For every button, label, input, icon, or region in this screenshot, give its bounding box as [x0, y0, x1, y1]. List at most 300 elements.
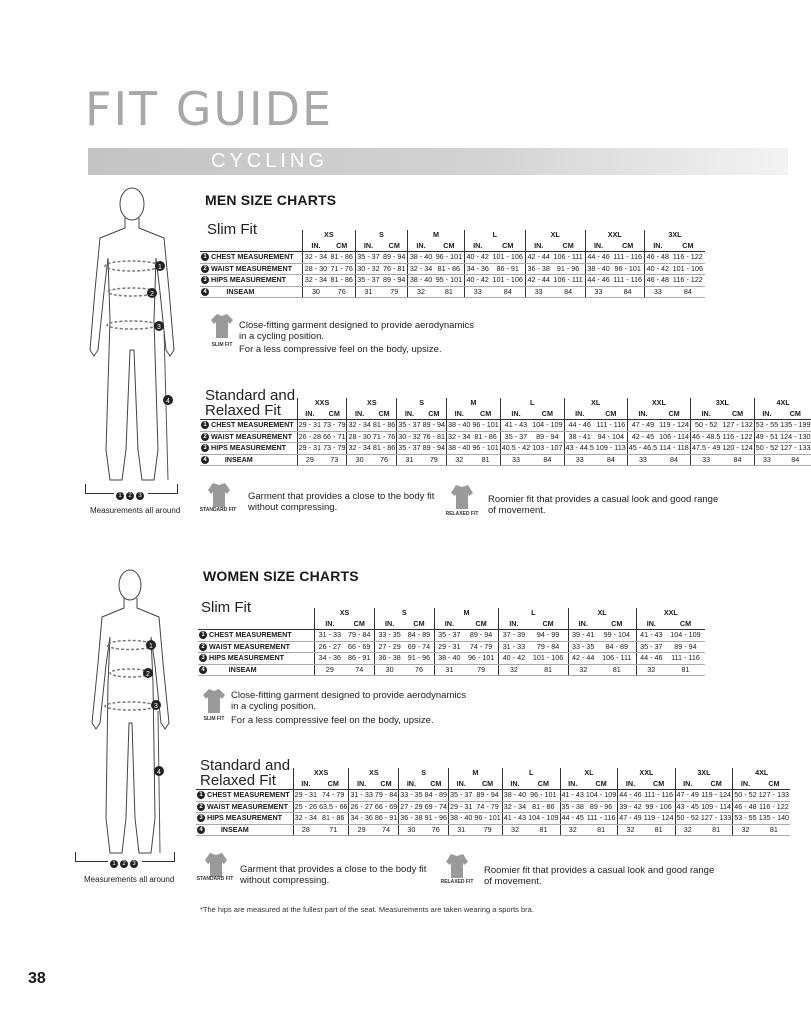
table-cell: 36 - 38 — [525, 263, 551, 275]
row-label — [200, 431, 297, 443]
unit-in-header: IN. — [434, 619, 464, 630]
table-cell: 89 - 96 — [585, 801, 618, 813]
unit-in-header: IN. — [355, 241, 381, 252]
table-cell: 28 - 30 — [303, 263, 329, 275]
row-number-badge: 4 — [201, 456, 209, 464]
table-cell: 32 - 34 — [303, 275, 329, 287]
table-cell: 89 - 94 — [473, 790, 502, 802]
unit-cm-header: CM — [779, 409, 811, 420]
table-cell: 79 — [464, 664, 499, 676]
figure-marker-4 — [163, 395, 173, 405]
size-header: L — [464, 230, 525, 241]
size-header: XL — [560, 768, 618, 779]
size-header: 4XL — [733, 768, 790, 779]
size-header: XXL — [618, 768, 675, 779]
row-number-badge: 3 — [197, 814, 205, 822]
women-relaxed-fit-icon-label: RELAXED FIT — [440, 879, 474, 885]
table-cell: 34 - 36 — [315, 653, 345, 665]
table-cell: 30 — [347, 454, 372, 466]
row-label-text: WAIST MEASUREMENT — [211, 263, 293, 273]
table-cell: 38 - 40 — [585, 263, 611, 275]
table-cell: 86 - 91 — [345, 653, 375, 665]
table-cell: 81 — [643, 824, 675, 836]
size-header: M — [434, 608, 499, 619]
figure-marker-2 — [147, 288, 157, 298]
table-cell: 29 - 31 — [298, 443, 322, 452]
unit-cm-header: CM — [329, 241, 355, 252]
table-cell: 74 — [374, 824, 399, 836]
unit-cm-header: CM — [595, 409, 627, 420]
women-measurements-note: Measurements all around — [84, 875, 175, 884]
row-label — [196, 790, 293, 802]
table-cell: 30 - 32 — [355, 263, 381, 275]
row-number-badge: 1 — [201, 421, 209, 429]
table-cell: 127 - 133 — [700, 813, 732, 822]
unit-in-header: IN. — [347, 409, 372, 420]
table-cell: 95 - 101 — [434, 275, 464, 287]
table-cell: 81 — [471, 454, 500, 466]
row-number-badge: 3 — [199, 654, 207, 662]
size-header: L — [502, 768, 560, 779]
table-cell: 32 — [675, 824, 700, 836]
unit-in-header: IN. — [499, 619, 529, 630]
table-cell: 135 - 140 — [758, 813, 790, 822]
table-row — [200, 275, 705, 287]
table-cell: 86 - 91 — [374, 813, 398, 822]
table-cell: 119 - 124 — [643, 813, 674, 822]
table-cell: 81 - 86 — [329, 252, 355, 264]
table-row — [200, 286, 705, 298]
table-cell: 33 — [500, 454, 531, 466]
table-cell: 106 - 111 — [598, 653, 636, 665]
row-label-text: INSEAM — [228, 664, 257, 674]
table-cell: 53 - 55 — [755, 420, 779, 429]
unit-in-header: IN. — [690, 409, 721, 420]
table-cell: 79 — [473, 824, 502, 836]
table-cell: 84 - 89 — [404, 630, 434, 642]
table-cell: 38 - 40 — [408, 275, 434, 287]
unit-cm-header: CM — [318, 779, 349, 790]
table-cell: 33 — [564, 454, 595, 466]
table-cell: 101 - 106 — [529, 653, 568, 665]
table-cell: 104 - 109 — [585, 790, 617, 799]
table-cell: 35 - 37 — [450, 790, 473, 799]
svg-text:4: 4 — [157, 769, 161, 776]
unit-in-header: IN. — [502, 779, 527, 790]
table-cell: 27 - 29 — [374, 641, 404, 653]
table-cell: 96 - 101 — [527, 790, 560, 802]
unit-in-header: IN. — [560, 779, 585, 790]
table-cell: 44 - 46 — [585, 252, 611, 264]
svg-text:1: 1 — [158, 264, 162, 271]
unit-in-header: IN. — [627, 409, 658, 420]
table-cell: 35 - 37 — [500, 431, 531, 443]
table-cell: 127 - 133 — [758, 790, 790, 799]
size-header: L — [499, 608, 568, 619]
size-header: XS — [303, 230, 356, 241]
table-cell: 106 - 114 — [659, 431, 689, 441]
size-header: L — [500, 398, 564, 409]
table-cell: 99 - 106 — [643, 801, 675, 813]
table-row — [196, 813, 790, 825]
table-cell: 32 — [568, 664, 598, 676]
table-cell: 84 — [531, 454, 564, 466]
size-header: 4XL — [754, 398, 811, 409]
row-label-text: HIPS MEASUREMENT — [207, 813, 283, 822]
table-cell: 33 — [690, 454, 721, 466]
row-label — [200, 275, 303, 287]
row-number-badge: 4 — [201, 288, 209, 296]
table-cell: 35 - 37 — [355, 275, 381, 287]
figure-marker-4 — [154, 766, 164, 776]
table-cell: 81 — [666, 664, 705, 676]
row-label-text: WAIST MEASUREMENT — [207, 801, 289, 811]
table-cell: 31 - 33 — [499, 641, 529, 653]
table-cell: 36 - 38 — [400, 813, 423, 822]
table-cell: 120 - 124 — [722, 443, 753, 452]
table-cell: 79 - 84 — [345, 630, 375, 642]
men-body-figure — [80, 180, 185, 490]
row-number-badge: 1 — [197, 791, 205, 799]
table-cell: 39 - 41 — [568, 630, 598, 642]
table-cell: 29 — [349, 824, 374, 836]
table-cell: 76 — [424, 824, 449, 836]
table-cell: 89 - 94 — [381, 275, 407, 287]
row-number-badge: 2 — [199, 643, 207, 651]
women-relaxed-fit-icon — [446, 853, 476, 891]
unit-cm-header: CM — [643, 779, 675, 790]
table-row — [198, 630, 705, 642]
table-cell: 73 - 79 — [323, 420, 346, 429]
table-cell: 33 — [525, 286, 551, 298]
table-cell: 29 - 31 — [434, 641, 464, 653]
table-cell: 29 - 31 — [294, 790, 318, 799]
table-cell: 111 - 116 — [611, 275, 644, 287]
table-cell: 109 - 113 — [595, 443, 626, 452]
table-cell: 38 - 40 — [434, 653, 464, 665]
table-cell: 47 - 49 — [619, 813, 642, 822]
table-cell: 28 — [293, 824, 318, 836]
table-cell: 44 - 46 — [585, 275, 611, 287]
figure-marker-1 — [146, 640, 156, 650]
size-header: 3XL — [690, 398, 754, 409]
table-cell: 69 - 74 — [424, 801, 447, 811]
table-cell: 111 - 116 — [611, 252, 644, 264]
table-cell: 35 - 37 — [398, 443, 421, 452]
table-cell: 74 — [345, 664, 375, 676]
table-cell: 32 — [636, 664, 666, 676]
table-cell: 76 — [372, 454, 397, 466]
size-header: S — [374, 608, 434, 619]
unit-in-header: IN. — [447, 409, 472, 420]
men-measurements-note: Measurements all around — [90, 506, 181, 515]
svg-text:3: 3 — [157, 324, 161, 331]
unit-cm-header: CM — [585, 779, 618, 790]
unit-in-header: IN. — [500, 409, 531, 420]
table-cell: 84 — [721, 454, 754, 466]
table-cell: 32 — [447, 454, 472, 466]
unit-cm-header: CM — [758, 779, 790, 790]
table-cell: 96 - 101 — [464, 653, 499, 665]
table-cell: 84 — [779, 454, 811, 466]
men-standard-fit-table — [200, 398, 811, 466]
unit-cm-header: CM — [598, 619, 636, 630]
table-cell: 29 - 31 — [450, 801, 473, 811]
unit-in-header: IN. — [303, 241, 329, 252]
men-measure-markers: 1 2 3 — [114, 487, 148, 505]
table-cell: 89 - 94 — [381, 252, 407, 264]
section-band-label: CYCLING — [211, 150, 328, 172]
row-label-text: INSEAM — [226, 286, 255, 296]
men-standard-fit-icon-label: STANDARD FIT — [199, 507, 237, 513]
table-cell: 66 - 71 — [323, 431, 346, 441]
row-number-badge: 2 — [197, 803, 205, 811]
figure-marker-2 — [143, 668, 153, 678]
table-cell: 119 - 124 — [659, 420, 689, 429]
table-cell: 32 — [560, 824, 585, 836]
table-cell: 74 - 79 — [473, 801, 502, 813]
row-label-text: HIPS MEASUREMENT — [211, 275, 287, 284]
table-row — [200, 420, 811, 432]
table-cell: 47 - 49 — [676, 790, 699, 799]
table-cell: 96 - 101 — [472, 420, 499, 429]
table-cell: 101 - 106 — [491, 275, 526, 287]
unit-cm-header: CM — [529, 619, 568, 630]
table-cell: 35 - 37 — [398, 420, 421, 429]
table-row — [198, 664, 705, 676]
table-cell: 33 — [644, 286, 670, 298]
table-cell: 33 - 35 — [568, 641, 598, 653]
table-cell: 28 - 30 — [348, 431, 371, 441]
men-size-charts-heading: MEN SIZE CHARTS — [205, 192, 337, 208]
table-cell: 29 — [315, 664, 345, 676]
women-body-figure — [82, 563, 182, 863]
table-cell: 71 - 76 — [329, 263, 355, 275]
svg-text:4: 4 — [166, 398, 170, 405]
table-cell: 76 — [404, 664, 434, 676]
table-cell: 43 - 45 — [676, 801, 699, 811]
unit-in-header: IN. — [449, 779, 474, 790]
unit-in-header: IN. — [374, 619, 404, 630]
table-cell: 111 - 116 — [643, 790, 675, 802]
table-cell: 42 - 44 — [568, 653, 598, 665]
table-cell: 124 - 130 — [780, 431, 811, 441]
men-measure-bracket — [85, 484, 178, 499]
size-header: XXS — [293, 768, 349, 779]
table-cell: 38 - 40 — [503, 790, 527, 799]
table-cell: 49 - 51 — [755, 431, 779, 441]
table-cell: 86 - 91 — [491, 263, 526, 275]
figure-marker-1 — [155, 261, 165, 271]
table-cell: 96 - 101 — [434, 252, 464, 264]
unit-in-header: IN. — [564, 409, 595, 420]
unit-cm-header: CM — [345, 619, 375, 630]
table-cell: 30 — [399, 824, 424, 836]
unit-in-header: IN. — [618, 779, 643, 790]
unit-cm-header: CM — [434, 241, 464, 252]
table-cell: 84 — [552, 286, 586, 298]
table-cell: 104 - 109 — [666, 630, 705, 642]
row-number-badge: 3 — [201, 276, 209, 284]
table-cell: 38 - 40 — [450, 813, 473, 822]
unit-cm-header: CM — [471, 409, 500, 420]
table-cell: 116 - 122 — [671, 275, 705, 287]
table-cell: 38 - 40 — [448, 420, 471, 429]
table-cell: 111 - 116 — [666, 653, 705, 665]
unit-in-header: IN. — [315, 619, 345, 630]
table-cell: 96 - 101 — [474, 813, 501, 822]
table-row — [200, 431, 811, 443]
row-label — [198, 653, 315, 665]
svg-text:1: 1 — [149, 643, 153, 650]
table-cell: 50 - 52 — [734, 790, 757, 799]
table-cell: 32 - 34 — [408, 263, 434, 275]
table-cell: 39 - 42 — [619, 801, 642, 811]
men-relaxed-fit-icon-label: RELAXED FIT — [445, 511, 479, 517]
row-label — [200, 286, 303, 298]
table-cell: 91 - 96 — [424, 813, 447, 822]
table-cell: 81 - 86 — [318, 813, 349, 825]
row-label — [198, 630, 315, 642]
table-cell: 111 - 116 — [585, 813, 618, 825]
table-cell: 41 - 43 — [500, 420, 531, 432]
table-cell: 94 - 104 — [595, 431, 627, 443]
table-cell: 46 - 48.5 — [691, 431, 721, 441]
row-label-text: INSEAM — [224, 454, 253, 464]
row-label-text: HIPS MEASUREMENT — [211, 443, 287, 452]
size-header: XXL — [585, 230, 644, 241]
table-cell: 42 - 44 — [525, 252, 551, 264]
unit-in-header: IN. — [349, 779, 374, 790]
men-standard-fit-title: Standard and Relaxed Fit — [205, 387, 296, 419]
row-label — [196, 813, 293, 825]
size-header: XL — [564, 398, 627, 409]
table-cell: 66 - 69 — [374, 801, 398, 811]
table-cell: 44 - 45 — [561, 813, 584, 822]
table-cell: 44 - 46 — [564, 420, 595, 432]
table-row — [198, 653, 705, 665]
table-cell: 26 - 27 — [315, 641, 345, 653]
table-cell: 29 - 31 — [298, 420, 322, 429]
women-standard-fit-table — [196, 768, 790, 836]
table-cell: 127 - 133 — [780, 443, 811, 452]
women-size-charts-heading: WOMEN SIZE CHARTS — [203, 568, 359, 584]
row-label-text: WAIST MEASUREMENT — [209, 641, 291, 651]
unit-cm-header: CM — [611, 241, 644, 252]
table-cell: 40 - 42 — [644, 263, 670, 275]
size-header: S — [397, 398, 447, 409]
women-slim-fit-desc: Close-fitting garment designed to provide aerodynamics in a cycling position. For a less compressive feel on the body, upsize. — [231, 690, 466, 726]
table-cell: 89 - 94 — [422, 420, 446, 429]
table-cell: 33 — [585, 286, 611, 298]
table-cell: 32 - 34 — [348, 420, 371, 429]
row-label-text: INSEAM — [220, 824, 249, 834]
unit-in-header: IN. — [397, 409, 422, 420]
table-cell: 101 - 106 — [491, 252, 526, 264]
table-cell: 96 - 101 — [472, 443, 499, 452]
unit-cm-header: CM — [372, 409, 397, 420]
table-cell: 40 - 42 — [499, 653, 529, 665]
table-cell: 84 — [658, 454, 690, 466]
unit-in-header: IN. — [525, 241, 551, 252]
unit-cm-header: CM — [381, 241, 407, 252]
size-header: M — [449, 768, 503, 779]
men-slim-fit-icon-label: SLIM FIT — [211, 342, 233, 348]
table-cell: 30 — [374, 664, 404, 676]
unit-cm-header: CM — [700, 779, 733, 790]
table-cell: 89 - 94 — [422, 443, 446, 452]
unit-cm-header: CM — [666, 619, 705, 630]
table-row — [196, 790, 790, 802]
row-label-text: HIPS MEASUREMENT — [209, 653, 285, 662]
unit-cm-header: CM — [552, 241, 586, 252]
women-standard-fit-title: Standard and Relaxed Fit — [200, 757, 291, 789]
table-cell: 37 - 39 — [499, 630, 529, 642]
unit-cm-header: CM — [422, 409, 447, 420]
size-header: XS — [349, 768, 399, 779]
table-cell: 46 - 48 — [644, 275, 670, 287]
size-header: XL — [568, 608, 636, 619]
table-cell: 84 — [595, 454, 627, 466]
men-slim-fit-title: Slim Fit — [207, 221, 257, 238]
women-relaxed-fit-desc: Roomier fit that provides a casual look and good range of movement. — [484, 865, 715, 887]
table-cell: 33 — [464, 286, 490, 298]
women-measure-bracket — [75, 852, 175, 867]
table-cell: 33 — [627, 454, 658, 466]
figure-marker-3 — [151, 700, 161, 710]
table-cell: 69 - 74 — [404, 641, 434, 653]
unit-in-header: IN. — [675, 779, 700, 790]
size-header: S — [355, 230, 408, 241]
table-cell: 32 — [502, 824, 527, 836]
table-cell: 79 — [381, 286, 407, 298]
table-cell: 89 - 94 — [464, 630, 499, 642]
table-cell: 79 - 84 — [374, 790, 398, 799]
row-label — [196, 824, 293, 836]
table-cell: 35 - 37 — [636, 641, 666, 653]
table-cell: 50 - 52 — [690, 420, 721, 432]
men-standard-fit-icon — [208, 482, 238, 520]
table-cell: 76 - 81 — [381, 263, 407, 275]
table-cell: 99 - 104 — [598, 630, 636, 642]
section-band — [88, 148, 788, 175]
men-relaxed-fit-desc: Roomier fit that provides a casual look and good range of movement. — [488, 494, 719, 516]
row-label — [200, 263, 303, 275]
table-cell: 135 - 199 — [780, 420, 811, 429]
table-row — [200, 454, 811, 466]
row-number-badge: 2 — [201, 433, 209, 441]
row-number-badge: 3 — [201, 444, 209, 452]
unit-cm-header: CM — [721, 409, 754, 420]
table-cell: 81 - 86 — [329, 275, 355, 287]
row-number-badge: 1 — [201, 253, 209, 261]
table-cell: 106 - 111 — [552, 275, 586, 287]
table-cell: 33 - 35 — [400, 790, 423, 799]
row-label-text: WAIST MEASUREMENT — [211, 431, 293, 441]
size-header: M — [447, 398, 501, 409]
table-cell: 81 - 86 — [471, 431, 500, 443]
table-cell: 26 - 27 — [350, 801, 373, 811]
table-cell: 50 - 52 — [676, 813, 699, 822]
size-header: 3XL — [644, 230, 705, 241]
table-cell: 103 - 107 — [532, 443, 563, 452]
table-row — [200, 252, 705, 264]
page-title: FIT GUIDE — [85, 82, 334, 136]
table-cell: 84 - 89 — [424, 790, 447, 799]
table-cell: 119 - 124 — [701, 790, 732, 799]
table-cell: 76 — [329, 286, 355, 298]
women-slim-fit-title: Slim Fit — [201, 599, 251, 616]
